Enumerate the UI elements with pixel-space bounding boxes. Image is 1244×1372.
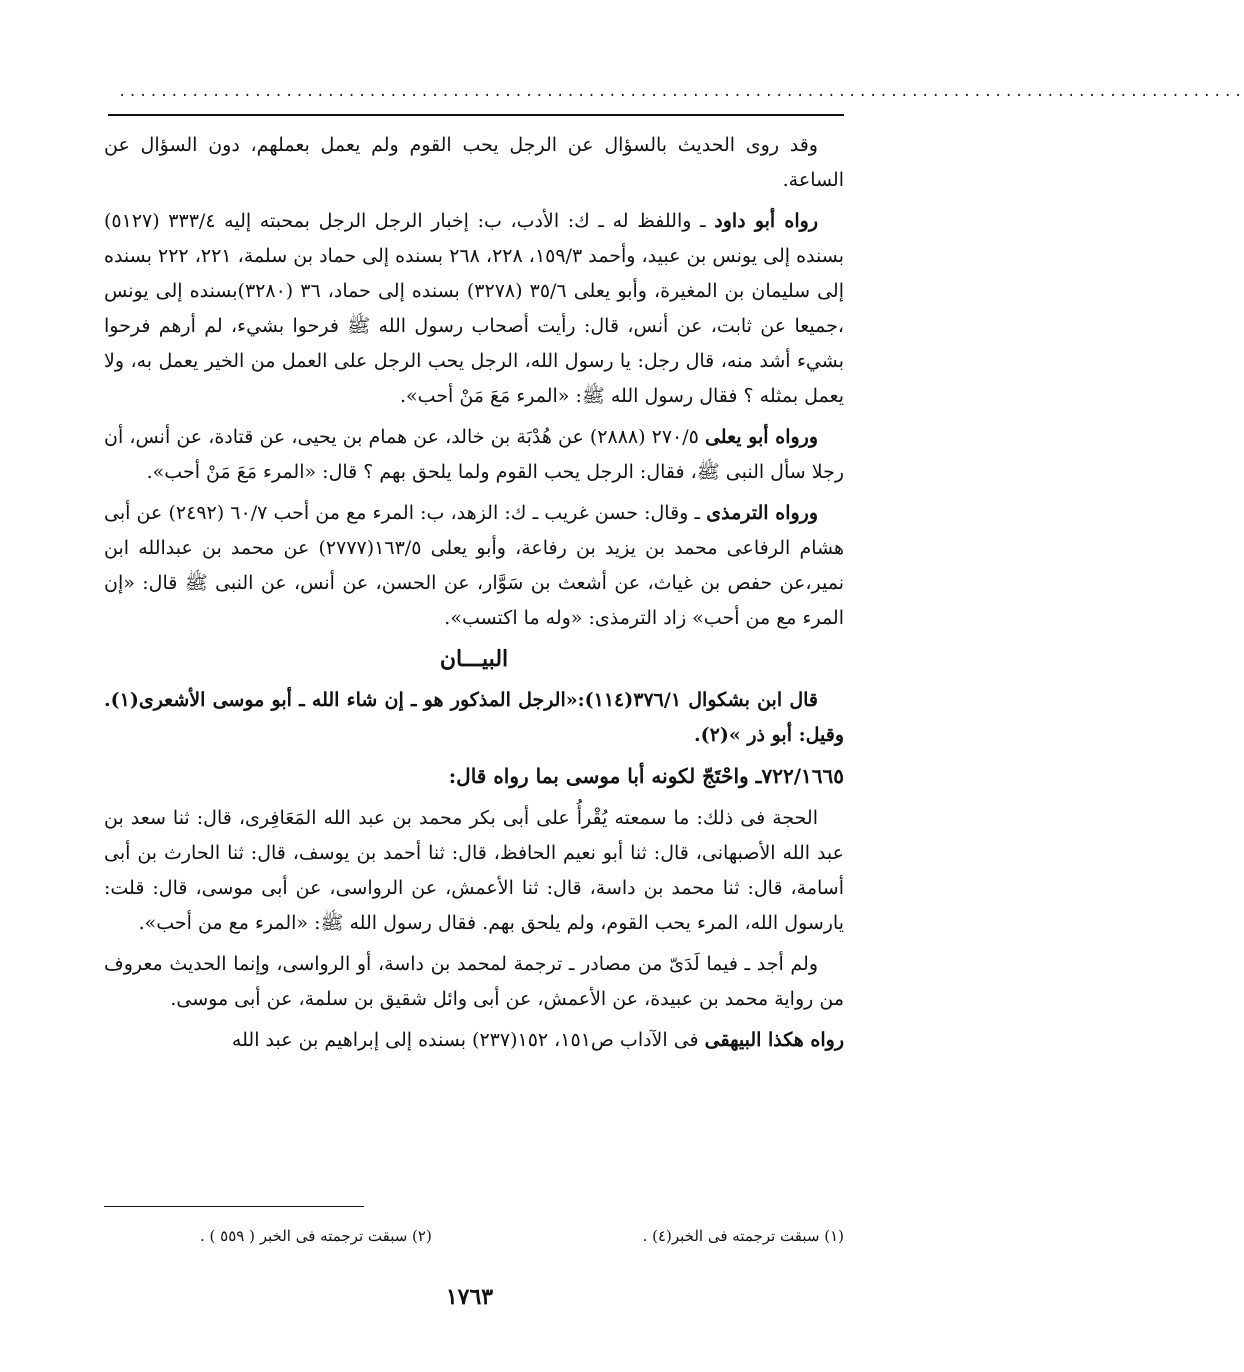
- paragraph-2: [104, 204, 844, 414]
- header-dotted-line: ............................................................................................................: [118, 84, 1244, 100]
- paragraph-5: [104, 683, 844, 753]
- paragraph-8-text: ولم أجد ـ فيما لَدَىّ من مصادر ـ ترجمة لمحمد بن داسة، أو الرواسى، وإنما الحديث معروف من رواية محمد بن عبيدة، عن الأعمش، عن أبى وائل شقيق بن سلمة، عن أبى موسى.: [104, 953, 844, 1010]
- paragraph-5-text: قال ابن بشكوال ٣٧٦/١(١١٤):«الرجل المذكور هو ـ إن شاء الله ـ أبو موسى الأشعرى(١). وقيل: أبو ذر »(٢).: [104, 689, 844, 746]
- paragraph-1-text: وقد روى الحديث بالسؤال عن الرجل يحب القوم ولم يعمل بعملهم، دون السؤال عن الساعة.: [104, 134, 844, 191]
- section-heading: البيـــان: [439, 646, 509, 672]
- paragraph-4: [104, 496, 844, 636]
- footnote-2: (٢) سبقت ترجمته فى الخبر ( ٥٥٩ ) .: [200, 1227, 432, 1245]
- paragraph-2-lead: رواه أبو داود: [714, 210, 818, 232]
- page-number: ١٧٦٣: [445, 1284, 494, 1310]
- paragraph-7: [104, 801, 844, 941]
- paragraph-6-lead: ٧٢٢/١٦٦٥ـ واحْتَجّ لكونه أبا موسى بما رواه قال:: [448, 764, 844, 788]
- paragraph-9-text: فى الآداب ص١٥١، ١٥٢(٢٣٧) بسنده إلى إبراهيم بن عبد الله: [231, 1029, 705, 1051]
- paragraph-4-text: ـ وقال: حسن غريب ـ ك: الزهد، ب: المرء مع من أحب ٦٠/٧ (٢٤٩٢) عن أبى هشام الرفاعى محمد بن يزيد بن رفاعة، وأبو يعلى ١٦٣/٥(٢٧٧٧) عن محمد بن عبدالله ابن نمير،عن حفص بن غياث، عن أشعث بن سَوَّار، عن الحسن، عن أنس، عن النبى ﷺ قال: «إن المرء مع من أحب» زاد الترمذى: «وله ما اكتسب».: [104, 502, 844, 629]
- paragraph-8: [104, 947, 844, 1017]
- paragraph-9-lead: رواه هكذا البيهقى: [704, 1029, 844, 1051]
- main-text: [104, 128, 844, 1064]
- paragraph-3: [104, 420, 844, 490]
- paragraph-7-text: الحجة فى ذلك: ما سمعته يُقْرأُ على أبى بكر محمد بن عبد الله المَعَافِرى، قال: ثنا سعد بن عبد الله الأصبهانى، قال: ثنا أبو نعيم الحافظ، قال: ثنا أحمد بن يوسف، قال: ثنا الحارث بن أبى أسامة، قال: ثنا محمد بن داسة، قال: ثنا الأعمش، عن الرواسى، عن أبى موسى، قال: قلت: يارسول الله، المرء يحب القوم، ولم يلحق بهم. فقال رسول الله ﷺ: «المرء مع من أحب».: [104, 807, 844, 934]
- header-rule: [108, 114, 844, 116]
- paragraph-3-text: ٢٧٠/٥ (٢٨٨٨) عن هُدْبَة بن خالد، عن همام بن يحيى، عن قتادة، عن أنس، أن رجلا سأل النبى ﷺ، فقال: الرجل يحب القوم ولما يلحق بهم ؟ قال: «المرء مَعَ مَنْ أحب».: [104, 426, 844, 483]
- paragraph-1: [104, 128, 844, 198]
- footnote-1: (١) سبقت ترجمته فى الخبر(٤) .: [642, 1227, 844, 1245]
- paragraph-6: [104, 759, 844, 795]
- paragraph-2-text: ـ واللفظ له ـ ك: الأدب، ب: إخبار الرجل الرجل بمحبته إليه ٣٣٣/٤ (٥١٢٧) بسنده إلى يونس بن عبيد، وأحمد ١٥٩/٣، ٢٢٨، ٢٦٨ بسنده إلى حماد بن سلمة، ٢٢١، ٢٢٢ بسنده إلى سليمان بن المغيرة، وأبو يعلى ٣٥/٦ (٣٢٧٨) بسنده إلى حماد، ٣٦ (٣٢٨٠)بسنده إلى يونس ،جميعا عن ثابت، عن أنس، قال: رأيت أصحاب رسول الله ﷺ فرحوا بشيء، لم أرهم فرحوا بشيء أشد منه، قال رجل: يا رسول الله، الرجل يحب الرجل على العمل من الخير يعمل به، ولا يعمل بمثله ؟ فقال رسول الله ﷺ: «المرء مَعَ مَنْ أحب».: [104, 210, 845, 407]
- footnotes: [200, 1224, 844, 1248]
- paragraph-3-lead: ورواه أبو يعلى: [704, 426, 819, 448]
- footnote-separator: [104, 1206, 364, 1207]
- paragraph-9: [104, 1023, 844, 1058]
- paragraph-4-lead: ورواه الترمذى: [706, 502, 819, 524]
